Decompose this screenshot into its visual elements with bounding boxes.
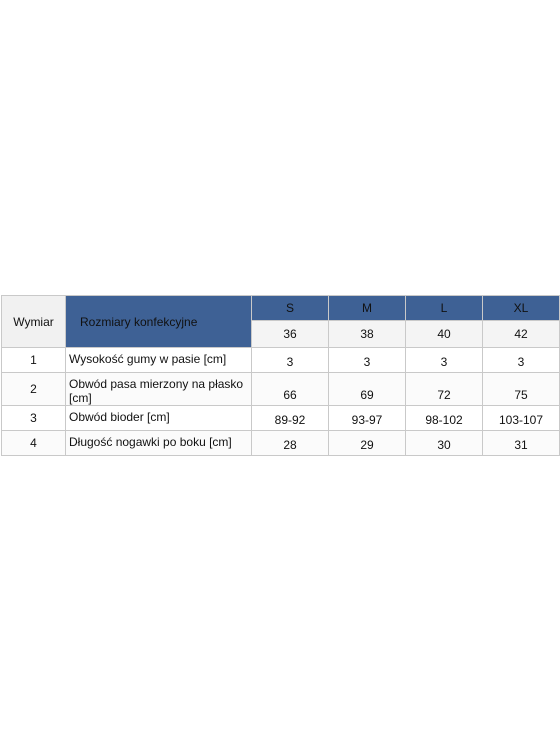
- table-row: [2, 406, 560, 431]
- row-value: 103-107: [483, 406, 560, 431]
- row-value: 31: [483, 431, 560, 456]
- table-row: [2, 373, 560, 406]
- row-number: 1: [2, 348, 66, 373]
- row-value: 28: [252, 431, 329, 456]
- sizes-header: Rozmiary konfekcyjne: [66, 296, 252, 348]
- size-l-header: L: [406, 296, 483, 321]
- row-value: 30: [406, 431, 483, 456]
- table-row: [2, 431, 560, 456]
- size-s-header: S: [252, 296, 329, 321]
- row-number: 4: [2, 431, 66, 456]
- row-value: 3: [329, 348, 406, 373]
- table-row: [2, 348, 560, 373]
- row-value: 93-97: [329, 406, 406, 431]
- row-value: 72: [406, 373, 483, 406]
- row-value: 66: [252, 373, 329, 406]
- row-value: 29: [329, 431, 406, 456]
- row-number: 3: [2, 406, 66, 431]
- row-value: 75: [483, 373, 560, 406]
- size-chart-table: [1, 295, 560, 456]
- row-value: 3: [252, 348, 329, 373]
- row-label: Obwód bioder [cm]: [66, 406, 252, 431]
- row-label: Długość nogawki po boku [cm]: [66, 431, 252, 456]
- row-label: Obwód pasa mierzony na płasko [cm]: [66, 373, 252, 406]
- eu-size-40: 40: [406, 320, 483, 347]
- size-xl-header: XL: [483, 296, 560, 321]
- row-value: 89-92: [252, 406, 329, 431]
- size-m-header: M: [329, 296, 406, 321]
- measure-header: Wymiar: [2, 296, 66, 348]
- row-label: Wysokość gumy w pasie [cm]: [66, 348, 252, 373]
- row-value: 3: [406, 348, 483, 373]
- eu-size-38: 38: [329, 320, 406, 347]
- row-value: 3: [483, 348, 560, 373]
- row-number: 2: [2, 373, 66, 406]
- eu-size-36: 36: [252, 320, 329, 347]
- row-value: 69: [329, 373, 406, 406]
- eu-size-42: 42: [483, 320, 560, 347]
- row-value: 98-102: [406, 406, 483, 431]
